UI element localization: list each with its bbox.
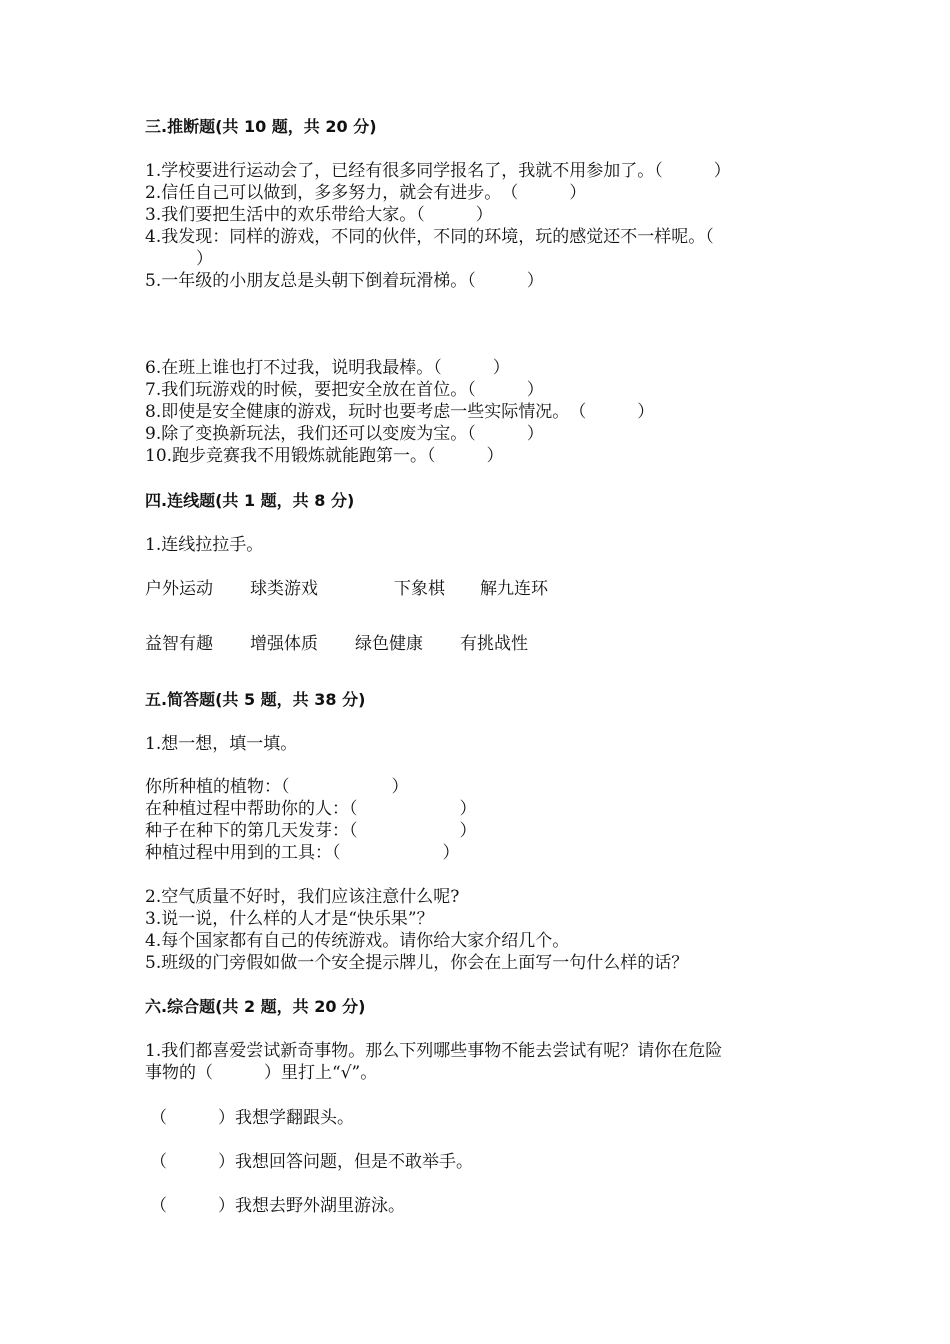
judgment-item-4-cont: ） [145, 249, 213, 269]
short-answer-q2: 2.空气质量不好时，我们应该注意什么呢? [145, 887, 460, 907]
matching-top-1: 户外运动 [145, 579, 213, 599]
fill-helper: 在种植过程中帮助你的人：（ ） [145, 799, 477, 819]
matching-top-2: 球类游戏 [250, 579, 318, 599]
matching-bottom-4: 有挑战性 [460, 634, 528, 654]
judgment-item-2: 2.信任自己可以做到，多多努力，就会有进步。 （ ） [145, 183, 587, 203]
choice-2: （ ）我想回答问题，但是不敢举手。 [150, 1152, 473, 1172]
choice-3: （ ）我想去野外湖里游泳。 [150, 1196, 405, 1216]
judgment-item-9: 9.除了变换新玩法，我们还可以变废为宝。（ ） [145, 424, 544, 444]
matching-top-4: 解九连环 [480, 579, 548, 599]
judgment-item-4: 4.我发现：同样的游戏，不同的伙伴，不同的环境，玩的感觉还不一样呢。（ [145, 227, 714, 247]
choice-1: （ ）我想学翻跟头。 [150, 1108, 354, 1128]
judgment-item-8: 8.即使是安全健康的游戏，玩时也要考虑一些实际情况。 （ ） [145, 402, 655, 422]
fill-tools: 种植过程中用到的工具：（ ） [145, 843, 460, 863]
fill-plant: 你所种植的植物：（ ） [145, 777, 409, 797]
judgment-item-6: 6.在班上谁也打不过我，说明我最棒。（ ） [145, 358, 510, 378]
matching-bottom-3: 绿色健康 [355, 634, 423, 654]
comprehensive-q1-line2: 事物的（ ）里打上“√”。 [145, 1063, 378, 1083]
judgment-item-1: 1.学校要进行运动会了，已经有很多同学报名了，我就不用参加了。（ ） [145, 161, 731, 181]
section-heading-matching: 四.连线题(共 1 题，共 8 分) [145, 491, 355, 510]
fill-sprout-day: 种子在种下的第几天发芽：（ ） [145, 821, 477, 841]
matching-top-3: 下象棋 [394, 579, 445, 599]
comprehensive-q1-line1: 1.我们都喜爱尝试新奇事物。那么下列哪些事物不能去尝试有呢？请你在危险 [145, 1041, 723, 1061]
short-answer-q3: 3.说一说，什么样的人才是“快乐果”？ [145, 909, 434, 929]
short-answer-q5: 5.班级的门旁假如做一个安全提示牌儿，你会在上面写一句什么样的话？ [145, 953, 689, 973]
judgment-item-3: 3.我们要把生活中的欢乐带给大家。（ ） [145, 205, 493, 225]
section-heading-judgment: 三.推断题(共 10 题，共 20 分) [145, 117, 377, 136]
matching-bottom-1: 益智有趣 [145, 634, 213, 654]
judgment-item-7: 7.我们玩游戏的时候，要把安全放在首位。（ ） [145, 380, 544, 400]
matching-bottom-2: 增强体质 [250, 634, 318, 654]
section-heading-comprehensive: 六.综合题(共 2 题，共 20 分) [145, 997, 366, 1016]
judgment-item-5: 5.一年级的小朋友总是头朝下倒着玩滑梯。（ ） [145, 271, 544, 291]
section-heading-short-answer: 五.简答题(共 5 题，共 38 分) [145, 690, 366, 709]
short-answer-q4: 4.每个国家都有自己的传统游戏。请你给大家介绍几个。 [145, 931, 570, 951]
short-answer-q1: 1.想一想，填一填。 [145, 734, 298, 754]
judgment-item-10: 10.跑步竞赛我不用锻炼就能跑第一。（ ） [145, 446, 504, 466]
matching-question: 1.连线拉拉手。 [145, 535, 264, 555]
